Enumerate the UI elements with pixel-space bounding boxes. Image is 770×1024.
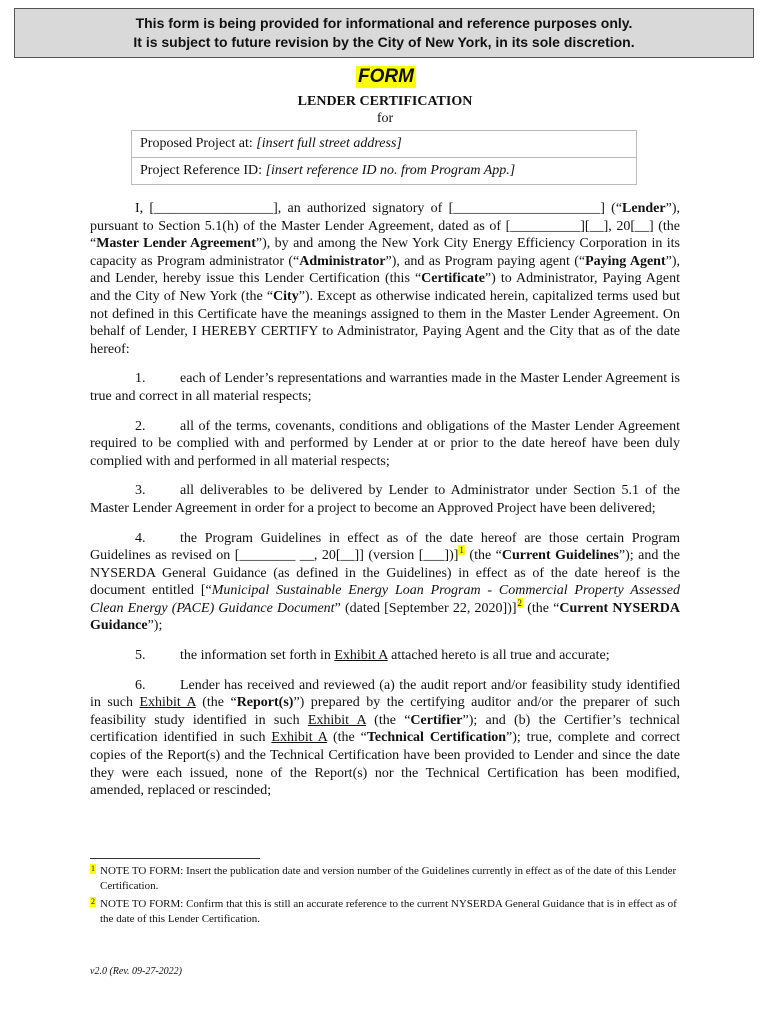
project-address-label: Proposed Project at: (140, 136, 257, 151)
footnote-text: NOTE TO FORM: Confirm that this is still an accurate reference to the current NYSERDA General Guidance that is in effect as of the date of this Lender Certification. (100, 898, 677, 925)
item-text: attached hereto is all true and accurate; (387, 648, 610, 664)
item-text: ”); and (b) the Certifier’s technical certification identified in such (90, 712, 681, 746)
item-number: 4. (135, 530, 146, 546)
item-text: the Program Guidelines in effect as of the date hereof are those certain Program Guidelines as revised on [________ __, 20[__]] (version [___])] (90, 530, 680, 564)
item-text: all of the terms, covenants, conditions and obligations of the Master Lender Agreement required to be complied with and performed by Lender at or prior to the date hereof have been duly complied with and performed in all material respects; (90, 418, 680, 469)
item-text: ”) prepared by the certifying auditor and/or the preparer of such feasibility study identified in such (90, 695, 680, 728)
footnote-mark: 1 (91, 864, 95, 873)
term-city: City (273, 288, 299, 304)
certificate-body (90, 200, 680, 812)
disclaimer-line-2: It is subject to future revision by the City of New York, in its sole discretion. (133, 34, 635, 50)
item-text: ”); true, complete and correct copies of the Report(s) and the Technical Certification have been provided to Lender and since the date they were each issued, none of the Report(s) nor the Technical Certification has been modified, amended, replaced or rescinded; (90, 730, 680, 799)
version-label: v2.0 (Rev. 09-27-2022) (90, 966, 183, 977)
item-number: 1. (135, 371, 146, 387)
term-administrator: Administrator (299, 253, 386, 269)
document-for: for (376, 111, 394, 126)
term-current-nyserda-guidance: Current NYSERDA Guidance (90, 600, 681, 634)
footnote-ref-2[interactable]: 2 (517, 598, 523, 609)
footnote-2 (90, 897, 680, 927)
exhibit-a-link: Exhibit A (139, 695, 196, 711)
document-title: LENDER CERTIFICATION (297, 94, 473, 109)
item-4 (90, 530, 680, 636)
item-text: (the “ (327, 730, 367, 746)
item-1 (90, 370, 680, 405)
exhibit-a-link: Exhibit A (307, 712, 366, 728)
item-text: (the “ (365, 712, 411, 728)
exhibit-a-link: Exhibit A (271, 730, 328, 746)
item-text: Lender has received and reviewed (a) the audit report and/or feasibility study identified in such (90, 677, 680, 711)
form-label: FORM (358, 66, 414, 87)
intro-paragraph (90, 200, 680, 358)
project-ref-value: [insert reference ID no. from Program App.] (265, 163, 516, 178)
intro-text: ”), pursuant to Section 5.1(h) of the Master Lender Agreement, dated as of [__________][__], 20[__] (the “ (90, 201, 680, 252)
footnote-mark: 2 (91, 897, 95, 906)
item-5 (90, 647, 680, 665)
item-number: 2. (135, 418, 146, 434)
term-reports: Report(s) (236, 695, 294, 711)
item-6 (90, 677, 680, 800)
item-text: all deliverables to be delivered by Lender to Administrator under Section 5.1 of the Master Lender Agreement in order for a project to become an Approved Project have been delivered; (90, 483, 680, 516)
exhibit-a-link: Exhibit A (334, 648, 388, 664)
item-text: ”); (147, 618, 163, 634)
project-ref-row (132, 157, 636, 184)
intro-text: ”), by and among the New York City Energy Efficiency Corporation in its capacity as Program administrator (“ (90, 236, 680, 269)
term-certifier: Certifier (410, 712, 463, 728)
item-number: 3. (135, 483, 146, 499)
intro-text: ”) to Administrator, Paying Agent and the City of New York (the “ (90, 271, 680, 304)
term-master-lender-agreement: Master Lender Agreement (96, 236, 256, 252)
item-text: ” (dated [September 22, 2020])] (334, 600, 517, 616)
term-lender: Lender (622, 201, 666, 216)
footnotes (90, 864, 680, 930)
footnote-divider (90, 858, 260, 859)
term-certificate: Certificate (421, 271, 485, 287)
item-number: 5. (135, 648, 146, 664)
item-text: each of Lender’s representations and warranties made in the Master Lender Agreement is true and correct in all material respects; (90, 371, 680, 404)
item-2 (90, 418, 680, 471)
disclaimer-banner (14, 8, 754, 58)
item-text: (the “ (464, 548, 502, 564)
project-info-box (131, 130, 637, 185)
intro-text: I, [_________________], an authorized signatory of [_____________________] (“ (135, 201, 623, 216)
item-number: 6. (135, 677, 146, 693)
item-text: ”); and the NYSERDA General Guidance (as defined in the Guidelines) in effect as of the date hereof is the document entitled [“ (90, 548, 681, 599)
intro-text: ”), and as Program paying agent (“ (385, 253, 586, 269)
term-paying-agent: Paying Agent (585, 253, 666, 269)
term-technical-certification: Technical Certification (366, 730, 507, 746)
intro-text: ”). Except as otherwise indicated herein, capitalized terms used but not defined in this Certificate have the meanings assigned to them in the Master Lender Agreement. On behalf of Lender, I HEREBY CERTIFY to Administrator, Paying Agent and the City that as of the date hereof: (90, 288, 680, 357)
project-ref-label: Project Reference ID: (140, 163, 266, 178)
item-text: (the “ (195, 695, 237, 711)
footnote-1 (90, 864, 680, 894)
project-address-value: [insert full street address] (256, 136, 402, 151)
guidance-document-title: Municipal Sustainable Energy Loan Program - Commercial Property Assessed Clean Energy (PACE) Guidance Document (90, 583, 681, 616)
term-current-guidelines: Current Guidelines (501, 548, 619, 564)
footnote-ref-1[interactable]: 1 (459, 545, 464, 556)
intro-text: ”), and Lender, hereby issue this Lender Certification (this “ (90, 253, 680, 287)
item-3 (90, 482, 680, 517)
item-text: the information set forth in (180, 648, 335, 664)
project-address-row (132, 131, 636, 157)
item-text: (the “ (523, 600, 560, 616)
disclaimer-line-1: This form is being provided for informational and reference purposes only. (135, 15, 633, 31)
footnote-text: NOTE TO FORM: Insert the publication date and version number of the Guidelines currently in effect as of the date of this Lender Certification. (100, 865, 677, 892)
